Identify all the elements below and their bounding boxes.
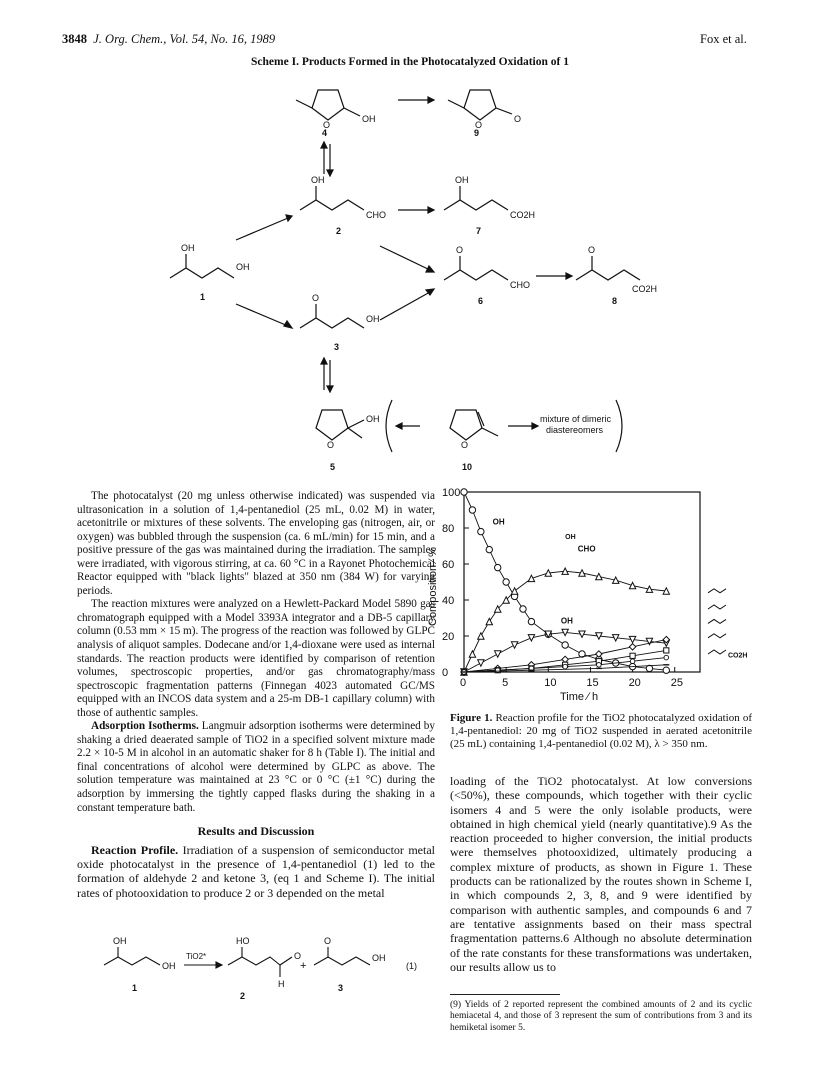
compound-5: [316, 410, 380, 472]
data-point-square: [630, 653, 635, 658]
y-tick-label: 40: [442, 595, 455, 607]
co2h-label: CO2H: [632, 284, 658, 294]
label-3: 3: [334, 342, 340, 352]
experimental-paragraph-1: The photocatalyst (20 mg unless otherwise indicated) was suspended via ultrasonication in a solution of 1,4-pentanediol (25 mL, 0.02 M) in water, acetonitrile or mixtures of these solvents. The enveloping gas (nitrogen, air, or oxygen) was bubbled through the suspension (ca. 6 mL/min) for 15 min, and a positive pressure of the gas was maintained during the irradiation. The samples were irradiated, with vigorous stirring, at ca. 60 °C in a Rayonet Photochemical Reactor equipped with "black lights" blazed at 350 nm (384 W) for varying periods.: [77, 490, 435, 597]
data-point-inverted-triangle: [495, 651, 501, 657]
compound-8: [576, 245, 657, 306]
journal-citation: J. Org. Chem., Vol. 54, No. 16, 1989: [93, 32, 276, 46]
carbonyl-oxygen-label: O: [514, 114, 522, 124]
running-header: [62, 32, 275, 47]
x-tick-label: 15: [586, 677, 599, 689]
compound-2: [300, 175, 386, 236]
y-axis-label: Composition ⁄ %: [427, 547, 439, 626]
y-tick-label: 100: [442, 487, 461, 499]
label-ketone: OH: [560, 616, 573, 626]
ring-oxygen-label: O: [475, 120, 483, 130]
oh-label: OH: [455, 175, 469, 185]
ring-oxygen-label: O: [323, 120, 331, 130]
compound-3: [300, 293, 380, 352]
compound-10: [450, 410, 498, 472]
label-acid: [708, 619, 726, 623]
data-point-triangle: [478, 633, 484, 639]
left-column: [77, 490, 435, 900]
x-axis-label: Time ⁄ h: [560, 691, 599, 703]
oh-label: OH: [236, 262, 250, 272]
x-tick-label: 0: [460, 677, 467, 689]
co2h-label: CO2H: [510, 210, 536, 220]
oh-label: OH: [362, 114, 376, 124]
label-aldehyde-oh: OH: [565, 533, 576, 541]
data-point-circle: [562, 642, 568, 648]
label-9: 9: [474, 128, 480, 138]
data-point-triangle: [613, 577, 619, 583]
data-point-square: [664, 648, 669, 653]
reagent-label: TiO2*: [186, 952, 207, 961]
data-point-small-circle: [597, 663, 602, 668]
label-aldehyde: CHO: [577, 544, 596, 554]
cho-label: CHO: [366, 210, 386, 220]
data-point-inverted-triangle: [528, 635, 534, 641]
plus-sign: +: [300, 960, 307, 972]
data-point-circle: [663, 667, 669, 673]
reaction-profile-text: Irradiation of a suspension of semiconductor metal oxide photocatalyst in the presence of 1,4-pentanediol (1) led to the formation of aldehyde 2 and ketone 3, (eq 1 and Scheme I). The initial rates of photooxidation to produce 2 or 3 depended on the metal: [77, 842, 435, 900]
author-header: Fox et al.: [700, 32, 747, 46]
oh-label: OH: [311, 175, 325, 185]
right-paragraph: loading of the TiO2 photocatalyst. At low conversions (<50%), these compounds, which together with their cyclic isomers 4 and 5 were the only isolable products, were obtained in high chemical yield (nearly quantitative).9 As the reaction proceeded to higher conversion, the initial products were themselves photooxidized, ultimately producing a complex mixture of products, as shown in Figure 1. These products can be rationalized by the routes shown in Scheme I, in which compounds 2, 3, 8, and 9 were identified by comparison with authentic samples, and compounds 6 and 7 are tentative assignments based on their mass spectral fragmentation patterns.6 Although no absolute determination of the rate constants for these transformations was undertaken, our results allow us to: [450, 774, 752, 974]
data-point-circle: [461, 489, 467, 495]
data-point-triangle: [596, 573, 602, 579]
data-point-inverted-triangle: [511, 642, 517, 648]
compound-4: [296, 90, 376, 138]
adsorption-text: Langmuir adsorption isotherms were determined by shaking a dried deaerated sample of TiO2 in a specified solvent mixture made 2.2 × 10-5 M in alcohol in an automatic shaker for 8 h (Table I). The initial and final concentrations of alcohol were determined by GLPC as above. The solution temperature was maintained at 23 °C or 0 °C (±1 °C) during the adsorption by immersing the tightly capped flasks during the shaking in a constant temperature bath.: [77, 720, 435, 814]
y-tick-label: 80: [442, 523, 455, 535]
cho-label: CHO: [510, 280, 530, 290]
label-1: 1: [200, 292, 206, 302]
ho-label: HO: [236, 936, 250, 946]
data-point-triangle: [486, 618, 492, 624]
oh-label: OH: [366, 314, 380, 324]
page-number: 3848: [62, 32, 87, 46]
dimer-text-1: mixture of dimeric: [540, 414, 612, 424]
data-point-triangle: [528, 575, 534, 581]
x-tick-label: 10: [544, 677, 557, 689]
footnote-rule: [450, 994, 560, 995]
oh-label: OH: [372, 953, 386, 963]
data-point-circle: [495, 564, 501, 570]
x-tick-label: 25: [670, 677, 683, 689]
label-8: 8: [612, 296, 618, 306]
oh-label: OH: [366, 414, 380, 424]
section-heading: Results and Discussion: [197, 824, 315, 839]
compound-6: [444, 245, 530, 306]
data-point-inverted-triangle: [478, 660, 484, 666]
data-point-diamond: [562, 656, 568, 662]
oh-label: OH: [181, 243, 195, 253]
data-point-triangle: [469, 651, 475, 657]
reaction-profile-heading: Reaction Profile.: [91, 842, 179, 857]
scheme-title: Scheme I. Products Formed in the Photocatalyzed Oxidation of 1: [251, 56, 569, 68]
x-tick-label: 20: [628, 677, 641, 689]
compound-7: [444, 175, 535, 236]
reaction-profile-paragraph: [77, 843, 435, 900]
adsorption-paragraph: [77, 720, 435, 815]
data-point-circle: [520, 606, 526, 612]
data-point-circle: [503, 579, 509, 585]
x-tick-label: 5: [502, 677, 509, 689]
data-point-small-circle: [664, 655, 669, 660]
label-co2h: CO2H: [728, 652, 748, 660]
h-label: H: [278, 979, 285, 989]
figure-label: Figure 1.: [450, 712, 493, 724]
carbonyl-oxygen-label: O: [456, 245, 464, 255]
data-point-triangle: [511, 588, 517, 594]
label-5: 5: [330, 462, 336, 472]
ring-oxygen-label: O: [327, 440, 335, 450]
label-6: 6: [478, 296, 484, 306]
right-column: [450, 774, 752, 974]
y-tick-label: 60: [442, 559, 455, 571]
y-tick-label: 0: [442, 667, 449, 679]
label-7: 7: [476, 226, 482, 236]
data-point-circle: [469, 507, 475, 513]
data-point-circle: [486, 546, 492, 552]
equation-1: [90, 935, 440, 1005]
data-point-diamond: [596, 651, 602, 657]
figure-caption-text: Reaction profile for the TiO2 photocatalyzed oxidation of 1,4-pentanediol: 20 mg of TiO2 suspended in aerated acetonitrile (25 mL) containing 1,4-pentanediol (0.02 M), λ > 350 nm.: [450, 712, 752, 750]
data-point-small-circle: [630, 659, 635, 664]
data-point-triangle: [629, 582, 635, 588]
label-lactone: [708, 589, 726, 593]
compound-1: [170, 243, 250, 302]
label-4: 4: [322, 128, 328, 138]
figure-caption: [450, 712, 752, 751]
oh-label: OH: [162, 961, 176, 971]
dimer-text-2: diastereomers: [546, 425, 604, 435]
ring-oxygen-label: O: [461, 440, 469, 450]
data-point-diamond: [629, 644, 635, 650]
reaction-profile-chart: [420, 478, 760, 708]
experimental-paragraph-2: The reaction mixtures were analyzed on a Hewlett-Packard Model 5890 gas chromatograph equipped with a Model 3393A integrator and a DB-5 capillary column (0.53 mm × 15 m). The progress of the reaction was followed by GLPC analysis of aliquot samples. Dodecane and/or 1,4-dioxane were used as internal standards. The reaction products were identified by comparison of retention volumes, spectroscopic properties, and/or gas chromatography/mass spectroscopic fragmentation patterns (Finnegan 4023 automated GC/MS equipped with an INCOS data system and a 25-m DB-1 capillary column) with those of authentic samples.: [77, 598, 435, 719]
equation-number: (1): [406, 961, 417, 971]
adsorption-heading: Adsorption Isotherms.: [91, 720, 199, 733]
data-point-small-circle: [495, 668, 500, 673]
label-ketoalcohol: [708, 634, 726, 638]
eq-label-3: 3: [338, 983, 344, 993]
data-point-circle: [478, 528, 484, 534]
footnote: (9) Yields of 2 reported represent the combined amounts of 2 and its cyclic hemiacetal 4, and those of 3 represent the sum of contributions from 3 and its hemiketal isomer 5.: [450, 1000, 752, 1033]
scheme-diagram: [0, 70, 820, 480]
data-point-small-circle: [563, 664, 568, 669]
oh-label: OH: [113, 936, 127, 946]
eq-label-2: 2: [240, 991, 246, 1001]
compound-9: [448, 90, 521, 138]
label-2: 2: [336, 226, 342, 236]
label-hemiketal: [708, 605, 726, 609]
carbonyl-oxygen-label: O: [588, 245, 596, 255]
carbonyl-oxygen-label: O: [312, 293, 320, 303]
data-point-circle: [528, 618, 534, 624]
label-ketoacid: [708, 650, 726, 654]
o-label: O: [324, 936, 332, 946]
y-tick-label: 20: [442, 631, 455, 643]
o-label: O: [294, 951, 302, 961]
eq-label-1: 1: [132, 983, 138, 993]
label-diol: OH: [492, 517, 505, 527]
label-10: 10: [462, 462, 473, 472]
